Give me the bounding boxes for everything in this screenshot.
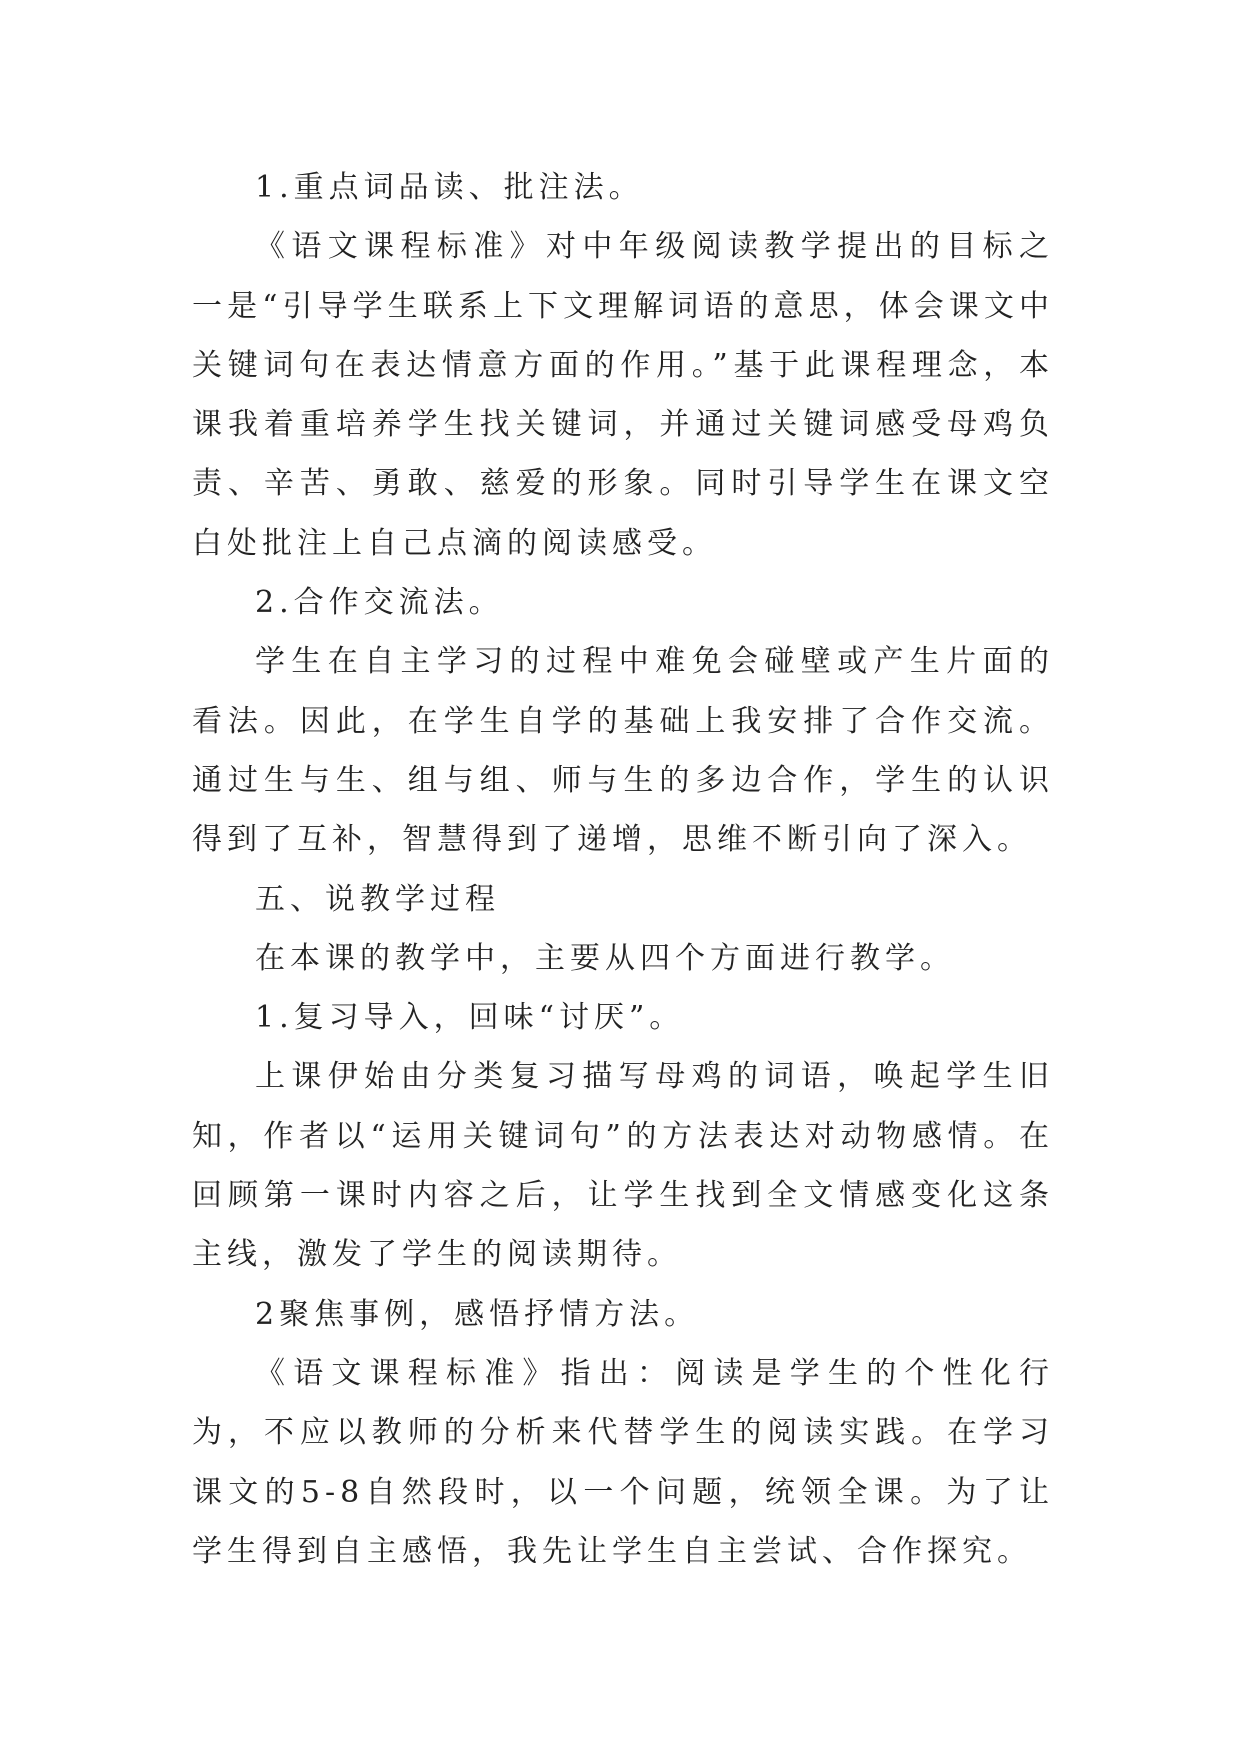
paragraph: 《语文课程标准》指出：阅读是学生的个性化行为，不应以教师的分析来代替学生的阅读实践。在学习课文的5-8自然段时，以一个问题，统领全课。为了让学生得到自主感悟，我先让学生自主尝试、合作探究。: [192, 1355, 1054, 1569]
paragraph: 1.重点词品读、批注法。: [255, 170, 644, 205]
section-heading: 五、说教学过程: [255, 881, 500, 917]
document-body: [192, 158, 1054, 1581]
paragraph: 上课伊始由分类复习描写母鸡的词语，唤起学生旧知，作者以“运用关键词句”的方法表达对动物感情。在回顾第一课时内容之后，让学生找到全文情感变化这条主线，激发了学生的阅读期待。: [192, 1059, 1054, 1273]
paragraph: 在本课的教学中，主要从四个方面进行教学。: [255, 940, 955, 976]
paragraph: 2.合作交流法。: [255, 585, 504, 621]
paragraph: 《语文课程标准》对中年级阅读教学提出的目标之一是“引导学生联系上下文理解词语的意思，体会课文中关键词句在表达情意方面的作用。”基于此课程理念，本课我着重培养学生找关键词，并通过关键词感受母鸡负责、辛苦、勇敢、慈爱的形象。同时引导学生在课文空白处批注上自己点滴的阅读感受。: [192, 229, 1054, 561]
paragraph: 学生在自主学习的过程中难免会碰壁或产生片面的看法。因此，在学生自学的基础上我安排了合作交流。通过生与生、组与组、师与生的多边合作，学生的认识得到了互补，智慧得到了递增，思维不断引向了深入。: [192, 644, 1054, 858]
paragraph: 2聚焦事例，感悟抒情方法。: [255, 1296, 700, 1332]
paragraph: 1.复习导入，回味“讨厌”。: [255, 1000, 685, 1036]
